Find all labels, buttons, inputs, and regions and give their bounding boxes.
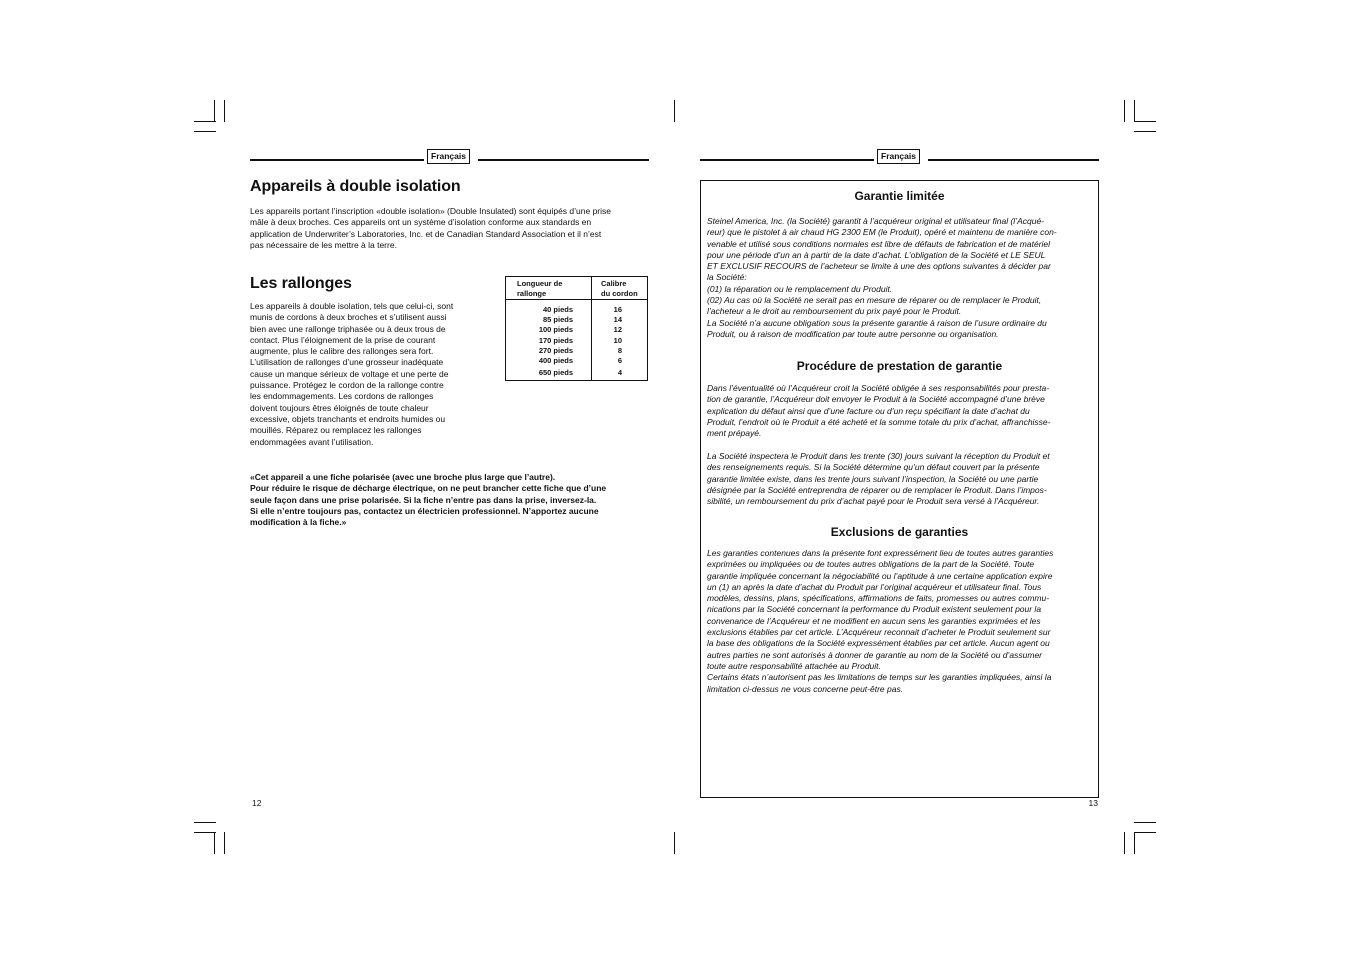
exclusions-text: Les garanties contenues dans la présente font expressément lieu de toutes autres garanties exprimées ou impliquées ou de toutes autres obligations de la part de la Société. Toute garantie impliquée concernant la négociabilité ou l’aptitude à une certaine application expire un (1) an après la date d’achat du Produit par l’original acquéreur et utilisateur final. Tous modèles, dessins, plans, spécifications, affirmations de faits, promesses ou autres commu- nications par la Société concernant la performance du Produit existent seulement pour la convenance de l’Acquéreur et ne modifient en aucun sens les garanties exprimées et les exclusions établies par cet article. L’Acquéreur reconnait d’acheter le Produit seulement sur la base des obligations de la Société expressément établies par cet article. Aucun agent ou autres parties ne sont autorisés à donner de garantie au nom de la Société ou d’assumer toute autre responsabilité attachée au Produit. Certains états n’autorisent pas les limitations de temps sur les garanties impliquées, ainsi la limitation ci-dessus ne vous concerne peut-être pas. bbox=[707, 548, 1054, 694]
table-cell-length: 650 pieds bbox=[538, 368, 573, 378]
procedure-text-2: La Société inspectera le Produit dans les trente (30) jours suivant la réception du Produit et des renseignements requis. Si la Société détermine qu’un défaut couvert par la présente garantie limitée existe, dans les trente jours suivant l’inspection, la Société ou une partie désignée par la Société entreprendra de réparer ou de remplacer le Produit. Dans l’impos- sibilité, un remboursement du prix d’achat payé pour le Produit sera versé à l’Acquéreur. bbox=[707, 451, 1050, 507]
table-cell-gauge: 14 bbox=[613, 315, 622, 325]
polarized-plug-warning: «Cet appareil a une fiche polarisée (avec une broche plus large que l’autre). Pour réduire le risque de décharge électrique, on ne peut brancher cette fiche que d’une seule façon dans une prise polarisée. Si la fiche n’entre pas dans la prise, inversez-la. Si elle n’entre toujours pas, contactez un électricien professionnel. N’apportez aucune modification à la fiche.» bbox=[250, 472, 607, 528]
table-cell-length: 40 pieds bbox=[542, 305, 573, 314]
crop-mark bbox=[194, 121, 216, 122]
header-rule bbox=[928, 159, 1099, 161]
crop-mark bbox=[674, 832, 675, 854]
crop-mark bbox=[1134, 832, 1156, 833]
table-cell-length: 100 pieds bbox=[538, 325, 573, 335]
left-page bbox=[250, 145, 650, 815]
language-tag: Français bbox=[427, 149, 470, 164]
extension-cords-text: Les appareils à double isolation, tels que celui-ci, sont munis de cordons à deux broches et s’utilisent aussi bien avec une rallonge triphasée ou à deux trous de contact. Plus l’éloignement de la prise de courant augmente, plus le calibre des rallonges sera fort. L’utilisation de rallonges d’une grosseur inadéquate cause un manque sérieux de voltage et une perte de puissance. Protégez le cordon de la rallonge contre les endommagements. Les cordons de rallonges doivent toujours êtres éloignés de toute chaleur excessive, objets tranchants et endroits humides ou mouillés. Réparez ou remplacez les rallonges endommagées avant l’utilisation. bbox=[250, 301, 454, 447]
crop-mark bbox=[224, 100, 225, 122]
section-title-double-isolation: Appareils à double isolation bbox=[250, 178, 461, 195]
crop-mark bbox=[214, 100, 215, 122]
table-cell-gauge: 10 bbox=[613, 335, 622, 345]
crop-mark bbox=[1124, 832, 1125, 854]
table-cell-length: 85 pieds bbox=[542, 315, 573, 325]
table-cell-length: 270 pieds bbox=[538, 345, 573, 355]
language-header bbox=[700, 149, 1099, 165]
crop-mark bbox=[1134, 121, 1156, 122]
right-page bbox=[700, 145, 1099, 815]
crop-mark bbox=[214, 832, 215, 854]
table-header-divider bbox=[506, 299, 647, 300]
crop-mark bbox=[1134, 822, 1156, 823]
warranty-text: Steinel America, Inc. (la Société) garantit à l’acquéreur original et utilisateur final (l’Acqué- reur) que le pistolet à air chaud HG 2300 EM (le Produit), opéré et maintenu de manière con- venable et utilisé sous conditions normales est libre de défauts de fabrication et de matériel pour une période d’un an à partir de la date d’achat. L’obligation de la Société et LE SEUL ET EXCLUSIF RECOURS de l’acheteur se limite à une des options suivantes à décider par la Société: (01) la réparation ou le remplacement du Produit. (02) Au cas où la Société ne serait pas en mesure de réparer ou de remplacer le Produit, l’acheteur a le droit au remboursement du prix payé pour le Produit. La Société n’a aucune obligation sous la présente garantie à raison de l’usure ordinaire du Produit, ou à raison de modification par toute autre personne ou organisation. bbox=[707, 216, 1057, 339]
crop-mark bbox=[674, 100, 675, 122]
crop-mark bbox=[1134, 100, 1135, 122]
table-cell-gauge: 8 bbox=[617, 345, 622, 355]
crop-mark bbox=[194, 131, 216, 132]
table-cell-gauge: 12 bbox=[613, 325, 622, 335]
table-cell-gauge: 4 bbox=[617, 368, 622, 378]
warranty-box bbox=[700, 180, 1099, 798]
page-number-right: 13 bbox=[1088, 798, 1098, 808]
procedure-text-1: Dans l’éventualité où l’Acquéreur croit la Société obligée à ses responsabilités pour presta- tion de garantie, l’Acquéreur doit envoyer le Produit à la Société accompagné d’une brève explication du défaut ainsi que d’une facture ou d’un reçu spécifiant la date d’achat du Produit, l’endroit où le Produit a été acheté et la somme totale du prix d’achat, affranchisse- ment prépayé. bbox=[707, 383, 1051, 439]
header-rule bbox=[700, 159, 874, 161]
table-cell-length: 170 pieds bbox=[538, 335, 573, 345]
exclusions-title: Exclusions de garanties bbox=[830, 525, 969, 539]
double-isolation-text: Les appareils portant l’inscription «double isolation» (Double Insulated) sont équipés d’une prise mâle à deux broches. Ces appareils ont un système d’isolation conforme aux standards en application de Underwriter’s Laboratories, Inc. et de Canadian Standard Association et il n’est pas nécessaire de les mettre à la terre. bbox=[250, 206, 612, 250]
warranty-title: Garantie limitée bbox=[854, 189, 945, 203]
table-gauge-column bbox=[592, 305, 622, 378]
header-rule bbox=[250, 159, 424, 161]
extension-cord-table bbox=[505, 276, 648, 381]
language-header bbox=[250, 149, 650, 165]
section-title-extension-cords: Les rallonges bbox=[250, 275, 352, 292]
crop-mark bbox=[194, 832, 216, 833]
table-cell-gauge: 6 bbox=[617, 355, 622, 365]
header-rule bbox=[478, 159, 649, 161]
procedure-title: Procédure de prestation de garantie bbox=[796, 359, 1003, 373]
crop-mark bbox=[1124, 100, 1125, 122]
language-tag: Français bbox=[877, 149, 920, 164]
table-header-gauge: Calibre du cordon bbox=[601, 279, 638, 298]
table-cell-length: 400 pieds bbox=[538, 355, 573, 365]
page-number-left: 12 bbox=[252, 798, 262, 808]
table-length-column bbox=[506, 305, 573, 378]
crop-mark bbox=[194, 822, 216, 823]
table-header-length: Longueur de rallonge bbox=[517, 279, 563, 298]
crop-mark bbox=[1134, 131, 1156, 132]
crop-mark bbox=[224, 832, 225, 854]
crop-mark bbox=[1134, 832, 1135, 854]
table-cell-gauge: 16 bbox=[613, 305, 622, 314]
